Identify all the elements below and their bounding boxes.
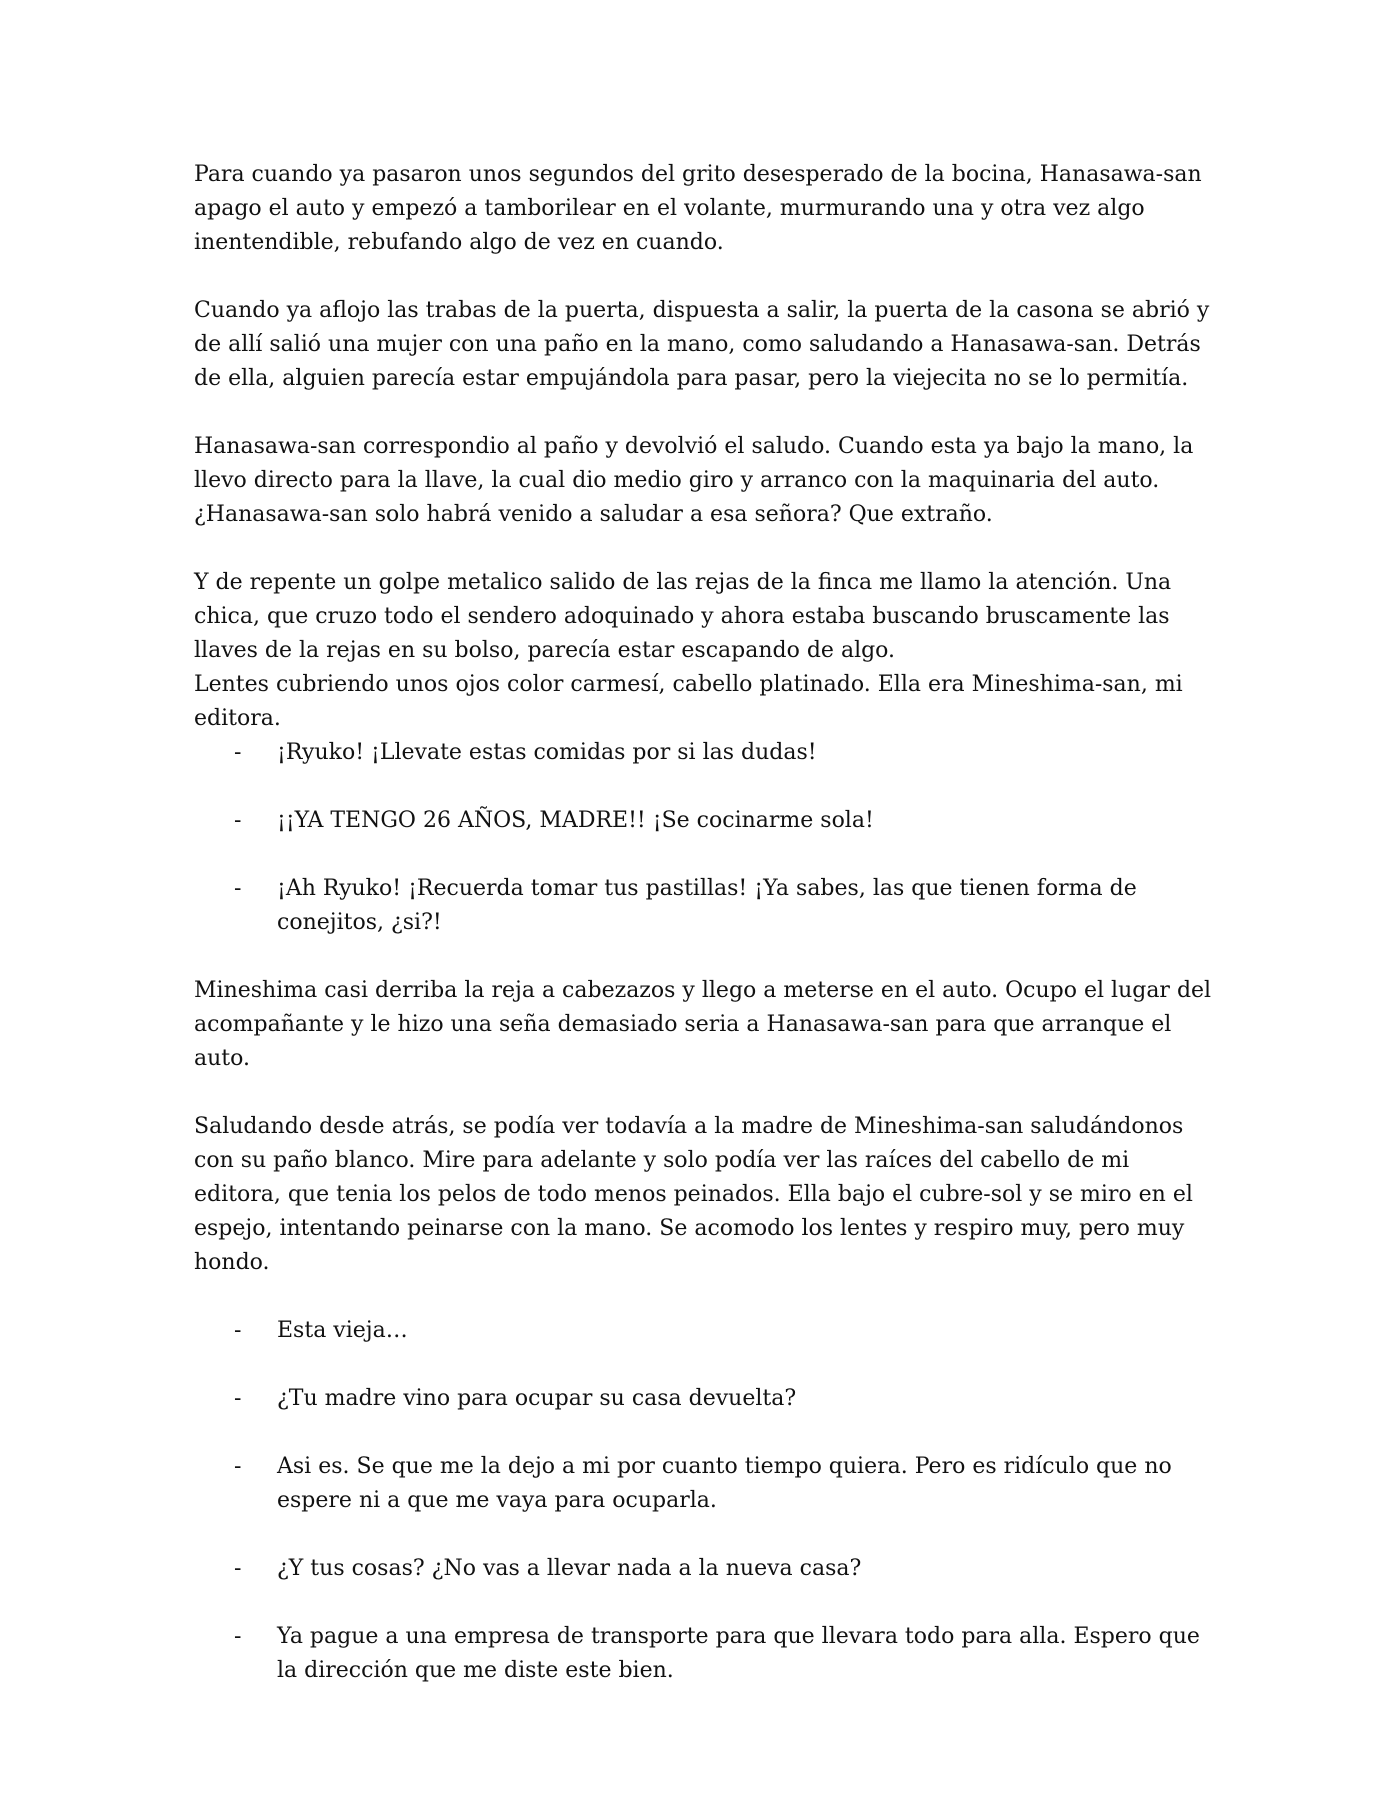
dialogue-text: ¿Y tus cosas? ¿No vas a llevar nada a la nueva casa? <box>277 1556 862 1581</box>
dialogue-text: Ya pague a una empresa de transporte para que llevara todo para alla. Espero que la dirección que me diste este bien. <box>277 1624 1200 1683</box>
document-body <box>194 158 1214 1722</box>
dialogue-line <box>194 736 1214 770</box>
paragraph: Para cuando ya pasaron unos segundos del grito desesperado de la bocina, Hanasawa-san apago el auto y empezó a tamborilear en el volante, murmurando una y otra vez algo inentendible, rebufando algo de vez en cuando. <box>194 162 1202 255</box>
dialogue-text: ¡¡YA TENGO 26 AÑOS, MADRE!! ¡Se cocinarme sola! <box>277 808 874 833</box>
dialogue-dash: - <box>234 808 242 833</box>
dialogue-dash: - <box>234 1318 242 1343</box>
dialogue-line <box>194 872 1214 940</box>
dialogue-line <box>194 1552 1214 1586</box>
dialogue-dash: - <box>234 740 242 765</box>
dialogue-text: ¡Ryuko! ¡Llevate estas comidas por si las dudas! <box>277 740 817 765</box>
dialogue-text: Esta vieja… <box>277 1318 408 1343</box>
dialogue-dash: - <box>234 1624 242 1649</box>
dialogue-line <box>194 1620 1214 1688</box>
dialogue-line <box>194 1314 1214 1348</box>
paragraph: Y de repente un golpe metalico salido de las rejas de la finca me llamo la atención. Una chica, que cruzo todo el sendero adoquinado y ahora estaba buscando bruscamente las llaves de la rejas en su bolso, parecía estar escapando de algo. <box>194 570 1172 663</box>
dialogue-text: ¿Tu madre vino para ocupar su casa devuelta? <box>277 1386 797 1411</box>
dialogue-line <box>194 1382 1214 1416</box>
dialogue-dash: - <box>234 876 242 901</box>
paragraph: Cuando ya aflojo las trabas de la puerta, dispuesta a salir, la puerta de la casona se abrió y de allí salió una mujer con una paño en la mano, como saludando a Hanasawa-san. Detrás de ella, alguien parecía estar empujándola para pasar, pero la viejecita no se lo permitía. <box>194 298 1210 391</box>
dialogue-dash: - <box>234 1556 242 1581</box>
paragraph: Mineshima casi derriba la reja a cabezazos y llego a meterse en el auto. Ocupo el lugar del acompañante y le hizo una seña demasiado seria a Hanasawa-san para que arranque el auto. <box>194 978 1212 1071</box>
dialogue-dash: - <box>234 1454 242 1479</box>
paragraph: Hanasawa-san correspondio al paño y devolvió el saludo. Cuando esta ya bajo la mano, la llevo directo para la llave, la cual dio medio giro y arranco con la maquinaria del auto. ¿Hanasawa-san solo habrá venido a saludar a esa señora? Que extraño. <box>194 434 1194 527</box>
dialogue-text: ¡Ah Ryuko! ¡Recuerda tomar tus pastillas! ¡Ya sabes, las que tienen forma de conejitos, ¿si?! <box>277 876 1137 935</box>
dialogue-dash: - <box>234 1386 242 1411</box>
paragraph: Saludando desde atrás, se podía ver todavía a la madre de Mineshima-san saludándonos con su paño blanco. Mire para adelante y solo podía ver las raíces del cabello de mi editora, que tenia los pelos de todo menos peinados. Ella bajo el cubre-sol y se miro en el espejo, intentando peinarse con la mano. Se acomodo los lentes y respiro muy, pero muy hondo. <box>194 1114 1193 1275</box>
paragraph: Lentes cubriendo unos ojos color carmesí, cabello platinado. Ella era Mineshima-san, mi editora. <box>194 672 1183 731</box>
dialogue-text: Asi es. Se que me la dejo a mi por cuanto tiempo quiera. Pero es ridículo que no espere ni a que me vaya para ocuparla. <box>277 1454 1172 1513</box>
dialogue-line <box>194 1450 1214 1518</box>
dialogue-line <box>194 804 1214 838</box>
